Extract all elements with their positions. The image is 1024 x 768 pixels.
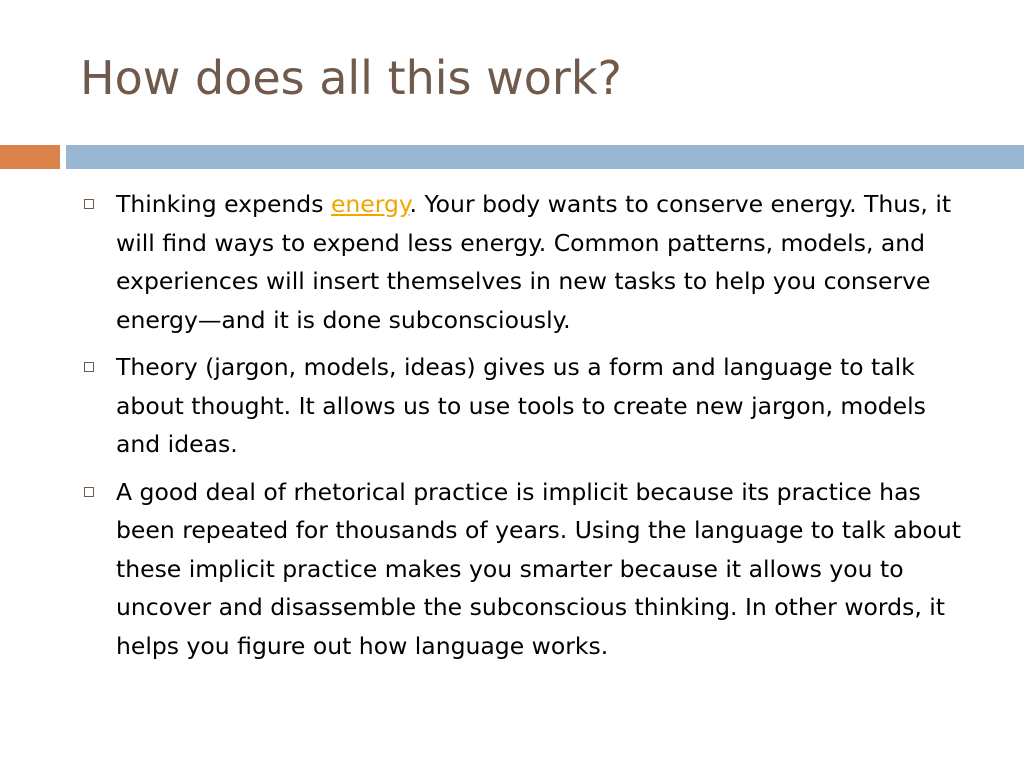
bullet-item-theory: [80, 348, 970, 464]
bullet-item-energy: [80, 185, 970, 339]
accent-bar-orange: [0, 145, 60, 169]
energy-link[interactable]: energy: [330, 190, 410, 218]
bullet-text-end: . Your body wants to conserve energy. Thus, it will find ways to expend less energy. Common patterns, models, and experiences will insert themselves in new tasks to help you conserve energy—and it is done subconsciously.: [116, 190, 952, 334]
bullet-list: [80, 185, 970, 674]
slide-title: How does all this work?: [80, 51, 622, 105]
accent-bar-blue: [66, 145, 1024, 169]
bullet-item-rhetorical-practice: [80, 473, 970, 666]
bullet-text: A good deal of rhetorical practice is implicit because its practice has been repeated for thousands of years. Using the language to talk about these implicit practice makes you smarter because it allows you to uncover and disassemble the subconscious thinking. In other words, it helps you figure out how language works.: [116, 477, 961, 660]
bullet-text-start: Thinking expends: [116, 190, 331, 218]
square-bullet-icon: [84, 199, 94, 209]
square-bullet-icon: [84, 362, 94, 372]
square-bullet-icon: [84, 487, 94, 497]
bullet-text: Theory (jargon, models, ideas) gives us a form and language to talk about thought. It allows us to use tools to create new jargon, models and ideas.: [116, 353, 926, 458]
